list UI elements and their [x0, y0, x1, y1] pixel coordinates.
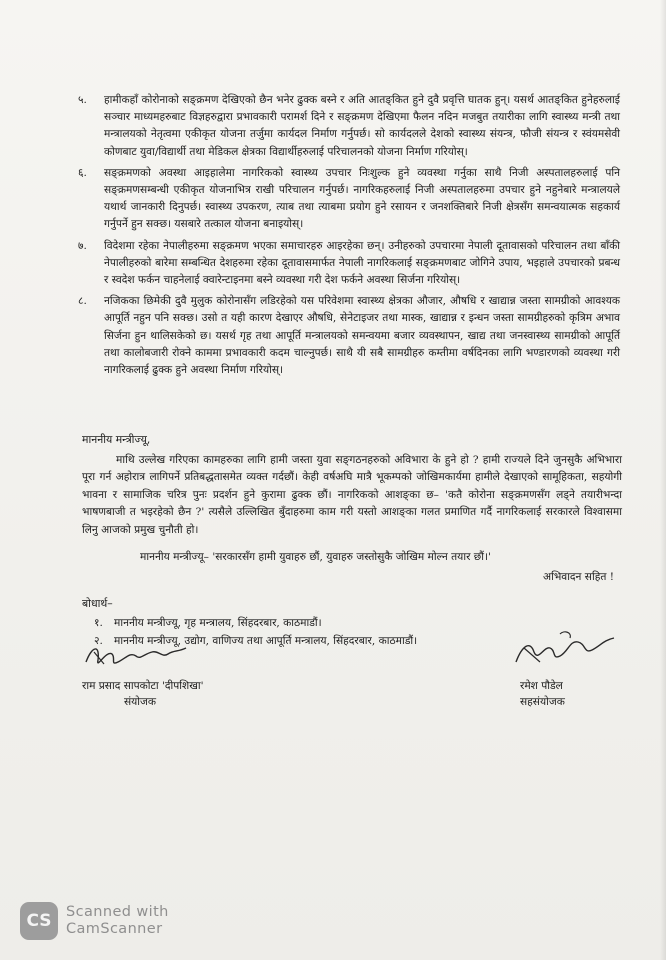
point-text: हामीकहाँ कोरोनाको सङ्‌क्रमण देखिएको छैन भनेर ढुक्क बस्ने र अति आतङ्‌कित हुने दुवै प्रवृत्ति घातक हुन्। यसर्थ आतङ्‌कित हुनेहरुलाई सञ्चार माध्यमहरुबाट विज्ञहरुद्वारा प्रभावकारी परामर्श दिने र सङ्‌क्रमण देखिएमा फैलन नदिन मजबुत तयारीका लागि स्वास्थ्य मन्त्री तथा मन्त्रालयको नेतृत्वमा एकीकृत योजना तर्जुमा कार्यदल निर्माण गर्नुपर्छ। सो कार्यदलले देशको स्वास्थ्य संयन्त्र, फौजी संयन्त्र र स्वंयमसेवी कोणबाट युवा/विद्यार्थी तथा मेडिकल क्षेत्रका विद्यार्थीहरुलाई परिचालनको योजना निर्माण गरियोस्। — [104, 94, 620, 158]
point-item — [70, 238, 620, 290]
signatory-role: सहसंयोजक — [520, 696, 565, 708]
cc-item — [94, 614, 417, 632]
page-edge-shadow — [660, 0, 666, 960]
signatory-role: संयोजक — [124, 696, 157, 708]
signature-scribble-right — [500, 628, 620, 674]
point-number: ८. — [78, 295, 87, 308]
point-number: ७. — [78, 239, 87, 252]
closing-line: अभिवादन सहित ! — [543, 571, 614, 583]
point-text: नजिकका छिमेकी दुवै मुलुक कोरोनासँग लडिरहेको यस परिवेशमा स्वास्थ्य क्षेत्रका औजार, औषधि र खाद्यान्न जस्ता सामग्रीको आवश्यक आपूर्ति नहुन पनि सक्छ। उसो त यही कारण देखाएर औषधि, सेनेटाइजर तथा मास्क, खाद्यान्न र इन्धन जस्ता सामग्रीहरुको कृत्रिम अभाव सिर्जना हुन थालिसकेको छ। यसर्थ गृह तथा आपूर्ति मन्त्रालयको समन्वयमा बजार व्यवस्थापन, खाद्य तथा जनस्वास्थ्य सामग्रीको आपूर्ति तथा कालोबजारी रोक्ने काममा प्रभावकारी कदम चाल्नुपर्छ। साथै यी सबै सामग्रीहरु कम्तीमा वर्षदिनका लागि भण्डारणको व्यवस्था गरी नागरिकलाई ढुक्क हुने अवस्था निर्माण गरियोस्। — [104, 295, 620, 377]
body-paragraph: माथि उल्लेख गरिएका कामहरुका लागि हामी जस्ता युवा सङ्‌गठनहरुको अविभारा के हुने हो ? हामी राज्यले दिने जुनसुकै अभिभारा पूरा गर्न अहोरात्र लागिपर्ने प्रतिबद्धतासमेत व्यक्त गर्दछौं। केही वर्षअघि मात्रै भूकम्पको जोखिमकार्यमा हामीले देखाएको सामूहिकता, सहयोगी भावना र सामाजिक चरित्र पुनः प्रदर्शन हुने कुरामा ढुक्क छौं। नागरिकको आशङ्‌का छ– 'कतै कोरोना सङ्‌क्रमणसँग लड्ने तयारीभन्दा भाषणबाजी त भइरहेको छैन ?' त्यसैले उल्लिखित बुँदाहरुमा काम गरी यस्तो आशङ्‌का गलत प्रमाणित गर्दै नागरिकलाई सरकारले विश्वासमा लिनु आजको प्रमुख चुनौती हो। — [82, 454, 622, 536]
cc-number: २. — [94, 635, 103, 647]
point-item — [70, 92, 620, 161]
cc-label: बोधार्थ– — [82, 597, 113, 610]
point-text: सङ्‌क्रमणको अवस्था आइहालेमा नागरिकको स्वास्थ्य उपचार निःशुल्क हुने व्यवस्था गर्नुका साथै निजी अस्पतालहरुलाई पनि सङ्‌क्रमणसम्बन्धी एकीकृत योजनाभित्र राखी परिचालन गर्नुपर्छ। नागरिकहरुलाई निजी अस्पतालहरुमा उपचार हुने नहुनेबारे मन्त्रालयले यथार्थ जानकारी दिनुपर्छ। स्वास्थ्य उपकरण, त्याब तथा त्याबमा प्रयोग हुने रसायन र जनशक्तिबारे निजी क्षेत्रसँग समन्वयात्मक सहकार्य गर्नुपर्ने हुन सक्छ। यसबारे तत्काल योजना बनाइयोस्। — [104, 166, 620, 231]
cc-text: माननीय मन्त्रीज्यू, उद्योग, वाणिज्य तथा आपूर्ति मन्त्रालय, सिंहदरबार, काठमाडौं। — [114, 635, 418, 647]
camscanner-logo-icon: CS — [20, 902, 58, 940]
point-item — [70, 165, 620, 234]
camscanner-watermark — [20, 902, 169, 940]
cc-number: १. — [94, 617, 103, 629]
numbered-points — [70, 92, 620, 383]
watermark-line2: CamScanner — [66, 921, 163, 937]
point-number: ५. — [78, 94, 87, 106]
point-text: विदेशमा रहेका नेपालीहरुमा सङ्‌क्रमण भएका समाचारहरु आइरहेका छन्। उनीहरुको उपचारमा नेपाली दूतावासको परिचालन तथा बाँकी नेपालीहरुको बारेमा सम्बन्धित देशहरुमा रहेका दूतावासमार्फत नेपाली नागरिकलाई सङ्‌क्रमणबाट जोगिने उपाय, भइहाले उपचारको प्रबन्ध र स्वदेश फर्कन चाहनेलाई क्वारेन्टाइनमा बस्ने व्यवस्था गरी देश फर्कने अवस्था सिर्जना गरियोस्। — [104, 239, 620, 287]
salutation: माननीय मन्त्रीज्यू, — [82, 433, 151, 446]
signatory-name: रमेश पौडेल — [520, 680, 563, 692]
point-number: ६. — [78, 166, 87, 179]
signature-block-right — [500, 628, 640, 710]
signatory-name: राम प्रसाद सापकोटा 'दीपशिखा' — [82, 680, 204, 692]
cc-text: माननीय मन्त्रीज्यू, गृह मन्त्रालय, सिंहदरबार, काठमाडौं। — [114, 617, 322, 629]
point-item — [70, 293, 620, 379]
signature-block-left — [82, 640, 262, 710]
signature-scribble-left — [82, 640, 192, 674]
quote-line: माननीय मन्त्रीज्यू– 'सरकारसँग हामी युवाहरु छौं, युवाहरु जस्तोसुकै जोखिम मोल्न तयार छौं।' — [140, 551, 491, 563]
watermark-line1: Scanned with — [66, 904, 169, 920]
